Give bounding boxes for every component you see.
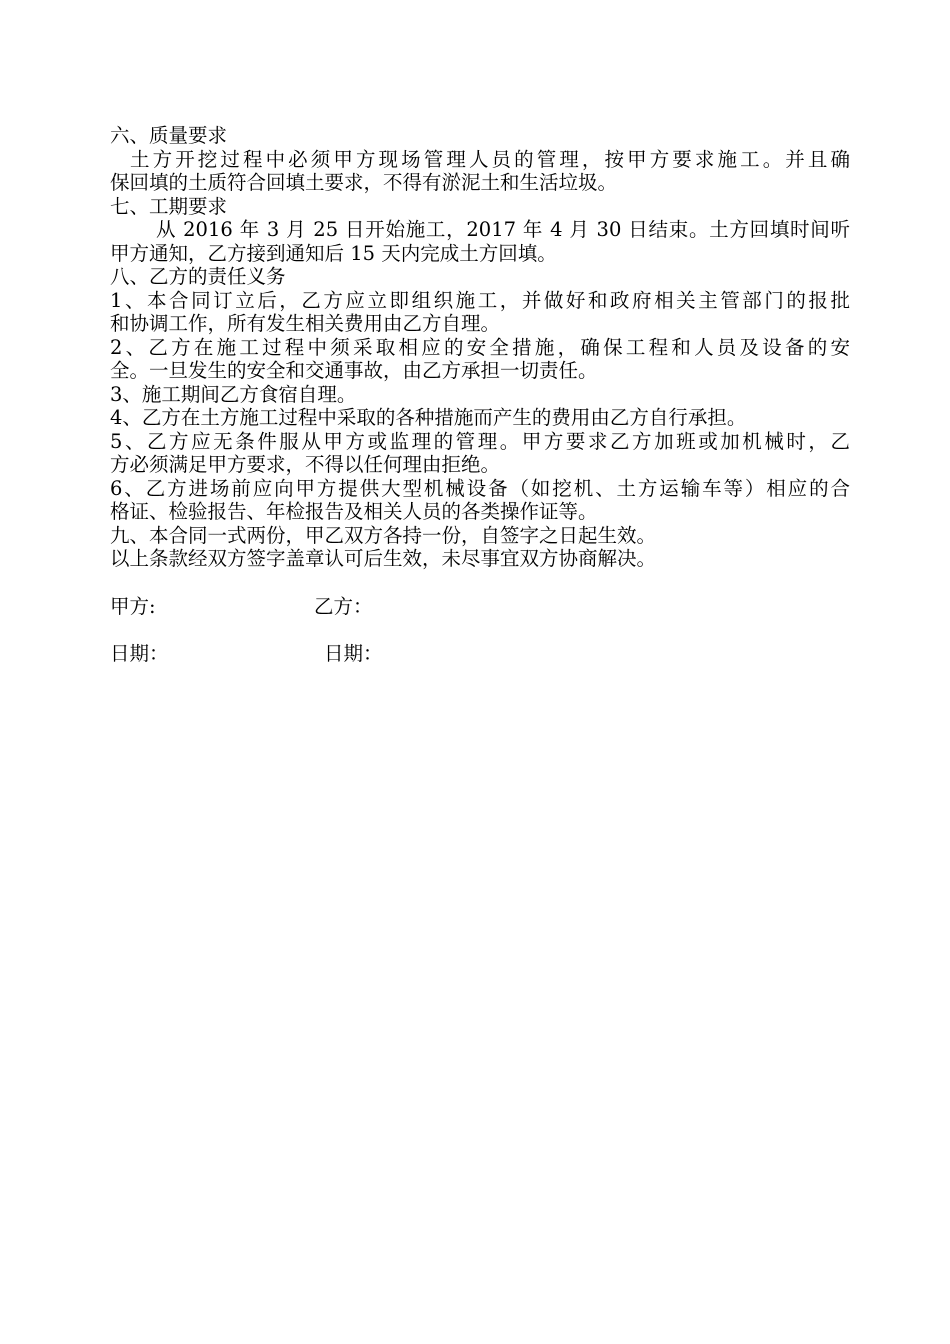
section8-item-5-line-1: 5、乙方应无条件服从甲方或监理的管理。甲方要求乙方加班或加机械时，乙 xyxy=(110,429,850,453)
spacer xyxy=(110,618,850,642)
contract-body xyxy=(110,124,850,666)
section8-item-5-line-2: 方必须满足甲方要求，不得以任何理由拒绝。 xyxy=(110,453,501,476)
section8-item-1-line-1: 1、本合同订立后，乙方应立即组织施工，并做好和政府相关主管部门的报批 xyxy=(110,288,850,312)
section6-body-line-1: 土方开挖过程中必须甲方现场管理人员的管理，按甲方要求施工。并且确 xyxy=(130,147,850,171)
section8-item-1-line-2: 和协调工作，所有发生相关费用由乙方自理。 xyxy=(110,312,501,335)
section8-heading: 八、乙方的责任义务 xyxy=(110,265,286,288)
date-row xyxy=(110,642,850,666)
party-b-label: 乙方： xyxy=(314,594,373,618)
closing-text: 以上条款经双方签字盖章认可后生效，未尽事宜双方协商解决。 xyxy=(110,547,657,570)
section8-item-2-line-2: 全。一旦发生的安全和交通事故，由乙方承担一切责任。 xyxy=(110,359,598,382)
date-a-label: 日期： xyxy=(110,642,169,665)
section6-heading: 六、质量要求 xyxy=(110,124,228,147)
section9-text: 九、本合同一式两份，甲乙双方各持一份，自签字之日起生效。 xyxy=(110,523,657,547)
section8-item-6-line-2: 格证、检验报告、年检报告及相关人员的各类操作证等。 xyxy=(110,500,598,523)
spacer xyxy=(110,571,850,595)
section8-item-4: 4、乙方在土方施工过程中采取的各种措施而产生的费用由乙方自行承担。 xyxy=(110,406,747,429)
section6-body-line-2: 保回填的土质符合回填土要求，不得有淤泥土和生活垃圾。 xyxy=(110,171,618,194)
section7-body-line-2: 甲方通知，乙方接到通知后 15 天内完成土方回填。 xyxy=(110,241,557,265)
section8-item-2-line-1: 2、乙方在施工过程中须采取相应的安全措施，确保工程和人员及设备的安 xyxy=(110,335,850,359)
section7-heading: 七、工期要求 xyxy=(110,194,228,218)
party-a-label: 甲方: xyxy=(110,594,156,618)
date-b-label: 日期： xyxy=(324,642,383,665)
section8-item-6-line-1: 6、乙方进场前应向甲方提供大型机械设备（如挖机、土方运输车等）相应的合 xyxy=(110,476,850,500)
section8-item-3: 3、施工期间乙方食宿自理。 xyxy=(110,382,357,406)
signature-row xyxy=(110,595,850,619)
section7-body-line-1: 从 2016 年 3 月 25 日开始施工，2017 年 4 月 30 日结束。土方回填时间听 xyxy=(156,218,850,241)
